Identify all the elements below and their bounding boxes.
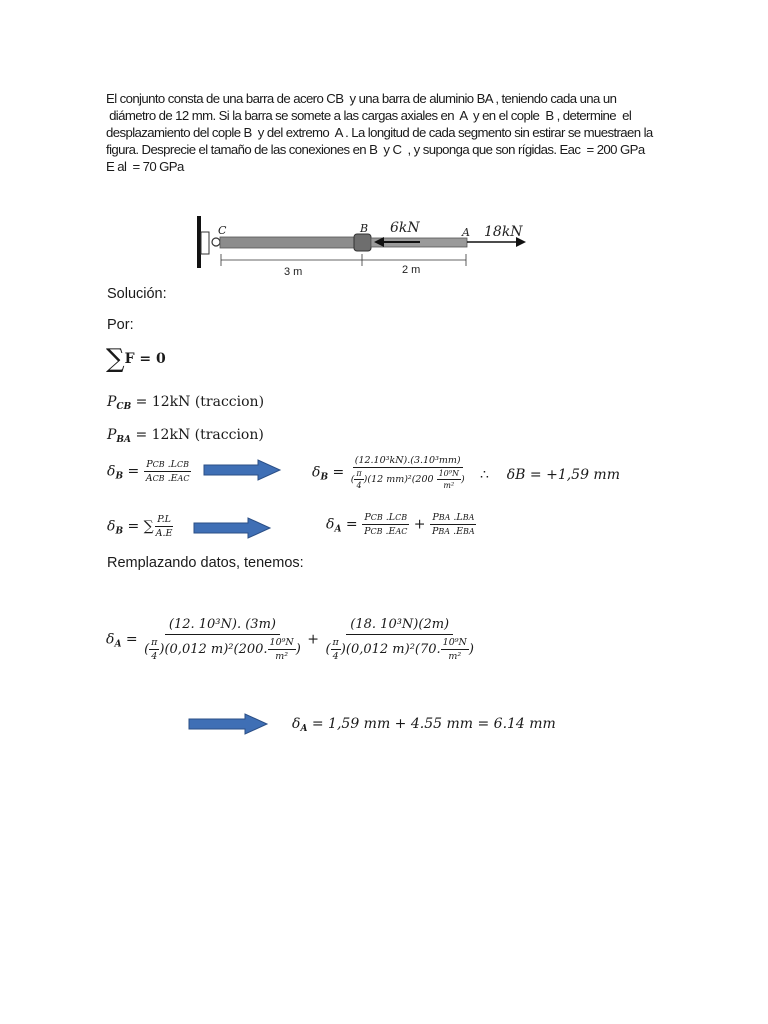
delta-a-general-formula: $\delta_B$ = ∑ $\frac{P.L}{A.E}$	[107, 514, 173, 539]
bar-assembly-figure	[190, 212, 540, 282]
por-label: Por:	[107, 317, 134, 333]
denominator-1: (0,012 m)²(200.	[164, 642, 268, 657]
wall-support	[197, 216, 201, 268]
right-arrow	[202, 459, 282, 481]
p-cb-value: = 12kN (traccion)	[135, 394, 265, 410]
label-b: B	[360, 222, 369, 235]
pin-bracket	[201, 232, 209, 254]
problem-line: desplazamiento del cople B y del extremo A . La longitud de cada segmento sin estirar se muestraen la	[106, 125, 653, 140]
load-b-label: 6kN	[390, 220, 420, 236]
coupler-b	[354, 234, 371, 251]
label-a: A	[462, 226, 470, 239]
pin-c	[212, 238, 220, 246]
right-arrow	[187, 713, 269, 735]
problem-statement	[106, 90, 662, 175]
steel-bar-cb	[220, 237, 356, 248]
numerator-1: (12. 10³N). (3m)	[165, 617, 280, 635]
right-arrow	[192, 517, 272, 539]
final-result: $\delta_A = 1,59$ mm + 4.55 mm = 6.14 mm	[292, 716, 556, 734]
delta-b-formula: $\delta_B$ = $\frac{\text{PCB .LCB}}{\text{ACB .EAC}}$	[107, 459, 190, 484]
problem-line: figura. Desprecie el tamaño de las conexiones en B y C , y suponga que son rígidas. Eac = 200 GPa	[106, 142, 645, 157]
problem-line: diámetro de 12 mm. Si la barra se somete a las cargas axiales en A y en el cople B , determine el	[106, 108, 632, 123]
length-ba-label: 2 m	[402, 264, 421, 276]
numerator-2: (18. 10³N)(2m)	[346, 617, 453, 635]
problem-line: E al = 70 GPa	[106, 159, 184, 174]
sigma-symbol: ∑	[106, 344, 125, 374]
delta-a-formula: $\delta_A$ = $\frac{\text{PCB .LCB}}{\text{PCB .EAC}}$ + $\frac{\text{PBA .LBA}}{\text{PBA .EBA}}$	[326, 512, 475, 537]
delta-b-result	[480, 467, 620, 483]
p-cb-equation: $P_{CB} = 12kN$ (traccion)	[107, 394, 265, 412]
final-result-text: = 1,59 mm + 4.55 mm = 6.14 mm	[311, 716, 556, 732]
delta-b-substitution: $\delta_B$ = (12.10³kN).(3.10³mm) ( $\frac{\pi}{4}$ )(12 mm)²(200 $\frac{\text{10⁹N}}{\text{m²}}$ )	[312, 455, 465, 490]
delta-b-result-text: δB = +1,59 mm	[506, 467, 620, 483]
denominator-2: (0,012 m)²(70.	[345, 642, 441, 657]
label-c: C	[218, 224, 227, 237]
length-cb-label: 3 m	[284, 266, 303, 278]
p-ba-equation: $P_{BA} = 12kN$ (traccion)	[107, 427, 264, 445]
load-a-label: 18kN	[484, 224, 523, 240]
sum-forces-equation	[106, 344, 166, 374]
remplazando-text: Remplazando datos, tenemos:	[107, 555, 304, 571]
delta-a-substitution: $\delta_A$ = (12. 10³N). (3m) ( $\frac{\pi}{4}$ )(0,012 m)²(200. $\frac{\text{10⁹N}}{\text{m²}}$ ) + (18. 10³N)(2m) ( $\frac{\pi}{4}$ )(0,012 m)²(70. $\frac{\text{10⁹N}}{\text{m²}}$ )	[106, 617, 474, 662]
p-ba-value: = 12kN (traccion)	[135, 427, 264, 443]
solution-heading: Solución:	[107, 286, 167, 302]
therefore-symbol: ∴	[480, 467, 489, 483]
sum-f-text: F = 0	[124, 351, 166, 367]
problem-line: El conjunto consta de una barra de acero CB y una barra de aluminio BA , teniendo cada una un	[106, 91, 617, 106]
